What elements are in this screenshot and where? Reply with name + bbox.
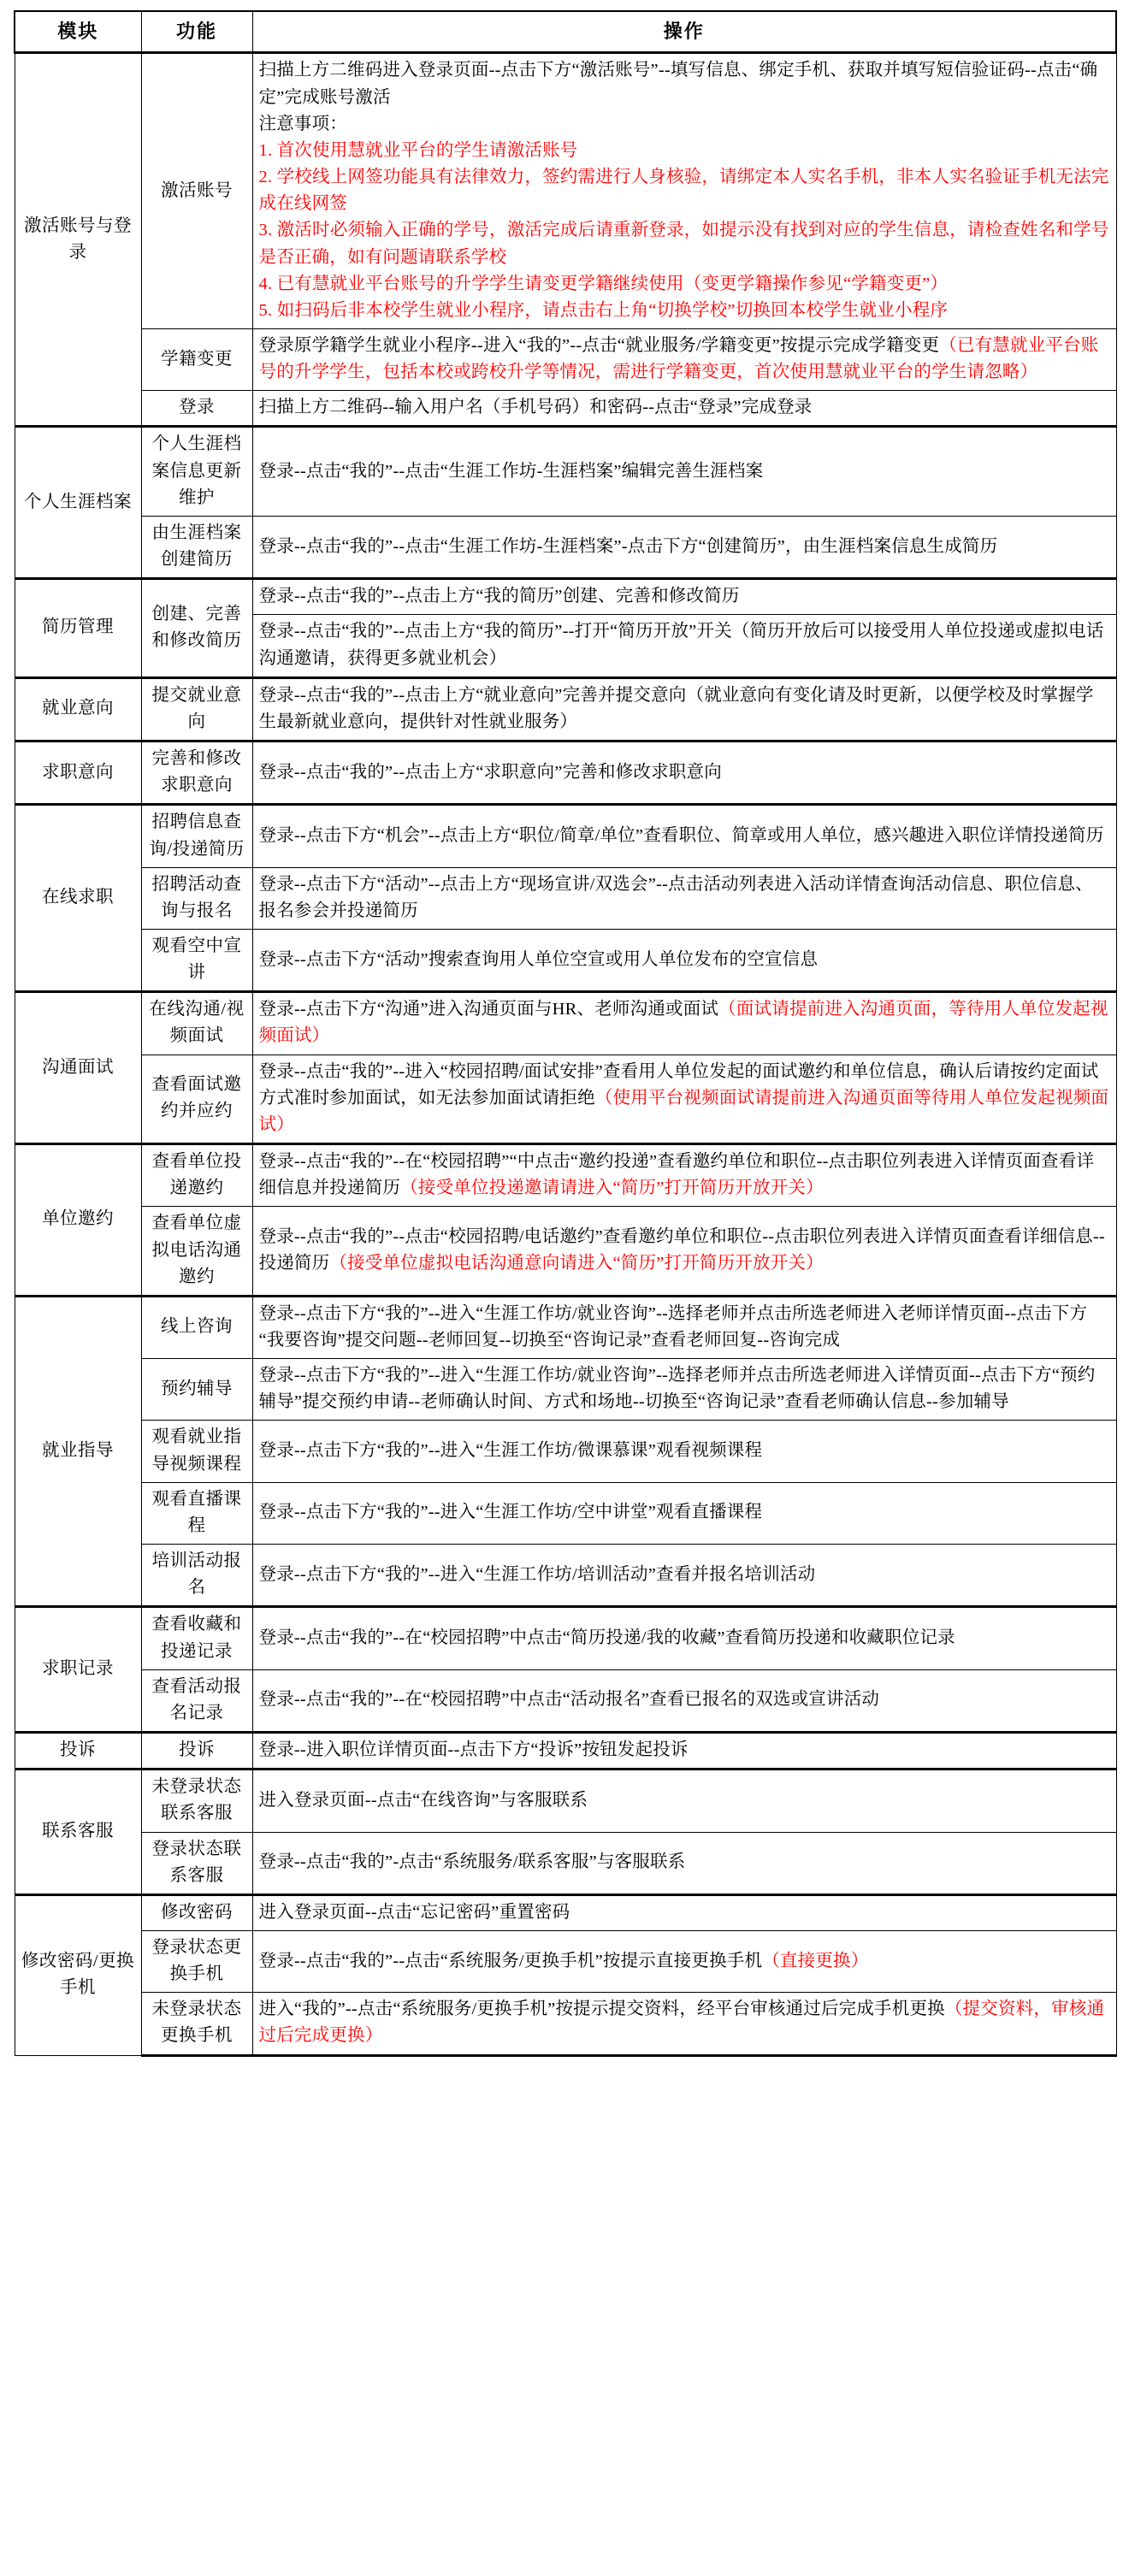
operation-text: 登录--点击“我的”--点击“生涯工作坊-生涯档案”-点击下方“创建简历”，由生涯档案信息生成简历 — [258, 536, 998, 556]
operation-note-highlight: 5. 如扫码后非本校学生就业小程序，请点击右上角“切换学校”切换回本校学生就业小程序 — [258, 300, 949, 320]
operation-note-highlight: （提交资料，审核通过后完成更换） — [258, 2000, 1105, 2046]
table-row — [15, 329, 1116, 391]
operation-note-highlight: 1. 首次使用慧就业平台的学生请激活账号 — [258, 140, 578, 160]
table-row — [15, 1055, 1116, 1143]
operation-text: 扫描上方二维码--输入用户名（手机号码）和密码--点击“登录”完成登录 — [258, 398, 813, 417]
operation-note-highlight: 3. 激活时必须输入正确的学号，激活完成后请重新登录，如提示没有找到对应的学生信息，请检查姓名和学号是否正确，如有问题请联系学校 — [258, 221, 1109, 267]
operation-cell — [252, 1144, 1116, 1207]
operation-text: 注意事项： — [258, 114, 347, 133]
function-cell: 查看收藏和投递记录 — [141, 1607, 252, 1669]
operation-cell — [252, 805, 1116, 867]
operation-note-highlight: （接受单位投递邀请请进入“简历”打开简历开放开关） — [400, 1179, 824, 1198]
operation-cell — [252, 1894, 1116, 1930]
operation-cell — [252, 1832, 1116, 1894]
operation-cell — [252, 1055, 1116, 1143]
table-row — [15, 1607, 1116, 1669]
module-cell: 求职记录 — [15, 1607, 141, 1733]
operation-cell — [252, 992, 1116, 1055]
function-cell: 登录 — [141, 391, 252, 427]
table-row — [15, 1733, 1116, 1770]
table-row — [15, 1421, 1116, 1482]
function-cell: 线上咨询 — [141, 1296, 252, 1358]
module-cell: 求职意向 — [15, 741, 141, 805]
module-cell: 激活账号与登录 — [15, 53, 141, 427]
function-cell: 在线沟通/视频面试 — [141, 992, 252, 1055]
function-cell: 查看单位虚拟电话沟通邀约 — [141, 1207, 252, 1296]
operation-text: 登录--点击“我的”--进入“校园招聘/面试安排”查看用人单位发起的面试邀约和单位信息，确认后请按约定面试方式准时参加面试，如无法参加面试请拒绝 — [258, 1061, 1099, 1108]
operation-line — [259, 1948, 1110, 1975]
operation-text: 登录原学籍学生就业小程序--进入“我的”--点击“就业服务/学籍变更”按提示完成学籍变更 — [258, 336, 940, 355]
module-cell: 联系客服 — [15, 1770, 141, 1895]
operation-cell — [252, 391, 1116, 427]
function-cell: 由生涯档案创建简历 — [141, 516, 252, 578]
operation-note-highlight: （接受单位虚拟电话沟通意向请进入“简历”打开简历开放开关） — [329, 1254, 824, 1273]
table-row — [15, 1482, 1116, 1544]
table-row — [15, 1207, 1116, 1296]
module-cell: 简历管理 — [15, 579, 141, 677]
operation-cell — [252, 1770, 1116, 1832]
operation-text: 登录--点击“我的”--点击上方“就业意向”完善并提交意向（就业意向有变化请及时更新，以便学校及时掌握学生最新就业意向，提供针对性就业服务） — [258, 685, 1094, 731]
module-cell: 修改密码/更换手机 — [15, 1894, 141, 2055]
table-row — [15, 1296, 1116, 1358]
column-header-function: 功能 — [141, 11, 252, 53]
operation-text: 登录--进入职位详情页面--点击下方“投诉”按钮发起投诉 — [258, 1740, 689, 1760]
operation-text: 登录--点击下方“活动”--点击上方“现场宣讲/双选会”--点击活动列表进入活动详情查询活动信息、职位信息、报名参会并投递简历 — [258, 874, 1093, 920]
operation-text: 登录--点击下方“我的”--进入“生涯工作坊/就业咨询”--选择老师并点击所选老师进入详情页面--点击下方“预约辅导”提交预约申请--老师确认时间、方式和场地--切换至“咨询记录”查看老师确认信息--参加辅导 — [258, 1366, 1096, 1412]
table-row — [15, 53, 1116, 329]
function-cell: 查看面试邀约并应约 — [141, 1055, 252, 1143]
operation-cell — [252, 329, 1116, 391]
function-cell: 投诉 — [141, 1733, 252, 1770]
function-cell: 未登录状态更换手机 — [141, 1993, 252, 2055]
operation-note-highlight: （面试请提前进入沟通页面，等待用人单位发起视频面试） — [258, 1000, 1108, 1046]
table-row — [15, 1144, 1116, 1207]
operation-line — [259, 1149, 1110, 1202]
module-cell: 个人生涯档案 — [15, 427, 141, 579]
table-row — [15, 1993, 1116, 2055]
operation-text: 进入“我的”--点击“系统服务/更换手机”按提示提交资料，经平台审核通过后完成手机更换 — [258, 2000, 945, 2019]
table-row — [15, 1930, 1116, 1992]
operation-line — [259, 333, 1110, 386]
operation-text: 登录--点击下方“沟通”进入沟通页面与HR、老师沟通或面试 — [258, 1000, 719, 1019]
operation-line — [259, 1996, 1110, 2049]
operation-note-highlight: 4. 已有慧就业平台账号的升学学生请变更学籍继续使用（变更学籍操作参见“学籍变更”） — [258, 274, 949, 293]
table-row — [15, 1894, 1116, 1930]
function-cell: 登录状态联系客服 — [141, 1832, 252, 1894]
operation-guide-table — [14, 10, 1117, 2057]
function-cell: 激活账号 — [141, 53, 252, 329]
operation-text: 登录--点击“我的”--点击“校园招聘/电话邀约”查看邀约单位和职位--点击职位列表进入详情页面查看详细信息--投递简历 — [258, 1226, 1105, 1273]
operation-text: 登录--点击下方“我的”--进入“生涯工作坊/就业咨询”--选择老师并点击所选老师进入老师详情页面--点击下方“我要咨询”提交问题--老师回复--切换至“咨询记录”查看老师回复--咨询完成 — [258, 1303, 1088, 1350]
table-row — [15, 677, 1116, 741]
operation-cell — [252, 1421, 1116, 1482]
module-cell: 就业意向 — [15, 677, 141, 741]
operation-text: 登录--点击“我的”-点击“系统服务/联系客服”与客服联系 — [258, 1852, 686, 1872]
table-row — [15, 1832, 1116, 1894]
operation-cell — [252, 516, 1116, 578]
operation-cell — [252, 1993, 1116, 2055]
operation-cell — [252, 1359, 1116, 1421]
table-row — [15, 579, 1116, 615]
function-cell: 观看就业指导视频课程 — [141, 1421, 252, 1482]
operation-cell — [252, 1669, 1116, 1732]
operation-text: 进入登录页面--点击“在线咨询”与客服联系 — [258, 1790, 588, 1810]
operation-cell — [252, 741, 1116, 805]
operation-text: 登录--点击下方“活动”搜索查询用人单位空宣或用人单位发布的空宣信息 — [258, 949, 819, 969]
operation-cell — [252, 1733, 1116, 1770]
table-row — [15, 427, 1116, 516]
operation-note-highlight: （直接更换） — [762, 1951, 869, 1970]
operation-cell — [252, 1930, 1116, 1992]
operation-cell — [252, 1607, 1116, 1669]
table-row — [15, 805, 1116, 867]
function-cell: 招聘活动查询与报名 — [141, 867, 252, 929]
operation-text: 登录--点击“我的”--点击上方“求职意向”完善和修改求职意向 — [258, 762, 722, 782]
table-row — [15, 516, 1116, 578]
operation-cell — [252, 929, 1116, 991]
table-row — [15, 1359, 1116, 1421]
operation-cell — [252, 677, 1116, 741]
operation-cell — [252, 1545, 1116, 1607]
function-cell: 预约辅导 — [141, 1359, 252, 1421]
operation-text: 扫描上方二维码进入登录页面--点击下方“激活账号”--填写信息、绑定手机、获取并填写短信验证码--点击“确定”完成账号激活 — [258, 61, 1098, 107]
module-cell: 就业指导 — [15, 1296, 141, 1607]
operation-text: 登录--点击下方“我的”--进入“生涯工作坊/空中讲堂”观看直播课程 — [258, 1503, 763, 1522]
operation-cell — [252, 427, 1116, 516]
operation-note-highlight: （使用平台视频面试请提前进入沟通页面等待用人单位发起视频面试） — [258, 1088, 1109, 1134]
function-cell: 未登录状态联系客服 — [141, 1770, 252, 1832]
function-cell: 查看单位投递邀约 — [141, 1144, 252, 1207]
operation-cell — [252, 1482, 1116, 1544]
function-cell: 个人生涯档案信息更新维护 — [141, 427, 252, 516]
function-cell: 修改密码 — [141, 1894, 252, 1930]
operation-cell — [252, 867, 1116, 929]
operation-note-highlight: （已有慧就业平台账号的升学学生，包括本校或跨校升学等情况，需进行学籍变更，首次使用慧就业平台的学生请忽略） — [258, 336, 1099, 382]
operation-cell — [252, 1296, 1116, 1358]
table-row — [15, 741, 1116, 805]
operation-note-highlight: 2. 学校线上网签功能具有法律效力，签约需进行人身核验，请绑定本人实名手机，非本人实名验证手机无法完成在线网签 — [258, 168, 1109, 214]
operation-cell — [252, 53, 1116, 329]
operation-text: 登录--点击下方“我的”--进入“生涯工作坊/培训活动”查看并报名培训活动 — [258, 1564, 816, 1584]
operation-text: 登录--点击下方“机会”--点击上方“职位/简章/单位”查看职位、简章或用人单位，感兴趣进入职位详情投递简历 — [258, 825, 1104, 845]
function-cell: 招聘信息查询/投递简历 — [141, 805, 252, 867]
function-cell: 观看直播课程 — [141, 1482, 252, 1544]
operation-text: 登录--点击“我的”--点击“生涯工作坊-生涯档案”编辑完善生涯档案 — [258, 461, 764, 481]
module-cell: 单位邀约 — [15, 1144, 141, 1297]
table-row — [15, 1545, 1116, 1607]
module-cell: 沟通面试 — [15, 992, 141, 1144]
operation-cell — [252, 1207, 1116, 1296]
table-row — [15, 992, 1116, 1055]
operation-text: 登录--点击“我的”--在“校园招聘”中点击“活动报名”查看已报名的双选或宣讲活动 — [258, 1690, 880, 1710]
function-cell: 完善和修改求职意向 — [141, 741, 252, 805]
table-body — [15, 53, 1116, 2055]
column-header-operation: 操作 — [252, 11, 1116, 53]
function-cell: 查看活动报名记录 — [141, 1669, 252, 1732]
function-cell: 学籍变更 — [141, 329, 252, 391]
operation-text: 登录--点击“我的”--点击上方“我的简历”创建、完善和修改简历 — [258, 587, 740, 606]
column-header-module: 模块 — [15, 11, 141, 53]
operation-cell — [252, 615, 1116, 677]
module-cell: 在线求职 — [15, 805, 141, 992]
operation-line — [259, 996, 1110, 1049]
table-row — [15, 1770, 1116, 1832]
table-header-row — [15, 11, 1116, 53]
operation-text: 登录--点击“我的”--在“校园招聘”“中点击“邀约投递”查看邀约单位和职位--点击职位列表进入详情页面查看详细信息并投递简历 — [258, 1152, 1095, 1198]
operation-text: 进入登录页面--点击“忘记密码”重置密码 — [258, 1902, 570, 1922]
table-row — [15, 867, 1116, 929]
table-header — [15, 11, 1116, 53]
table-row — [15, 1669, 1116, 1732]
table-row — [15, 929, 1116, 991]
operation-line — [259, 1224, 1110, 1277]
table-row — [15, 391, 1116, 427]
operation-cell — [252, 579, 1116, 615]
function-cell: 登录状态更换手机 — [141, 1930, 252, 1992]
operation-text: 登录--点击下方“我的”--进入“生涯工作坊/微课慕课”观看视频课程 — [258, 1441, 763, 1461]
operation-text: 登录--点击“我的”--点击“系统服务/更换手机”按提示直接更换手机 — [258, 1951, 763, 1970]
function-cell: 培训活动报名 — [141, 1545, 252, 1607]
function-cell: 观看空中宣讲 — [141, 929, 252, 991]
module-cell: 投诉 — [15, 1733, 141, 1770]
operation-text: 登录--点击“我的”--在“校园招聘”中点击“简历投递/我的收藏”查看简历投递和收藏职位记录 — [258, 1628, 955, 1647]
operation-line — [259, 1059, 1110, 1138]
function-cell: 提交就业意向 — [141, 677, 252, 741]
function-cell: 创建、完善和修改简历 — [141, 579, 252, 677]
operation-text: 登录--点击“我的”--点击上方“我的简历”--打开“简历开放”开关（简历开放后可以接受用人单位投递或虚拟电话沟通邀请，获得更多就业机会） — [258, 622, 1104, 668]
